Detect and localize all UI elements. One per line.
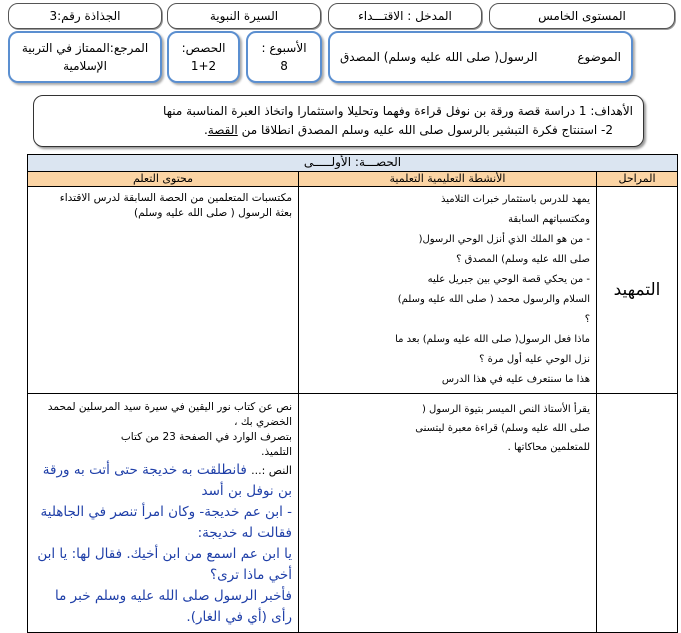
intro-activity-line: - من يحكي قصة الوحي بين جبريل عليه xyxy=(427,274,590,285)
table-row xyxy=(28,394,678,633)
intro-content-line2: بعثة الرسول ( صلى الله عليه وسلم) xyxy=(133,207,292,219)
intro-content-line1: مكتسبات المتعلمين من الحصة السابقة لدرس الاقتداء xyxy=(59,192,292,204)
intro-activity-line: ماذا فعل الرسول( صلى الله عليه وسلم) بعد ما xyxy=(395,334,590,345)
lesson-table xyxy=(27,154,678,633)
reading-activity-line: للمتعلمين محاكاتها . xyxy=(507,442,590,453)
intro-activity-line: صلى الله عليه وسلم) المصدق ؟ xyxy=(456,254,590,265)
col-content: محتوى التعلم xyxy=(28,172,299,187)
week-label: الأسبوع : xyxy=(261,41,307,55)
story-line1: فانطلقت به خديجة حتى أتت به ورقة بن نوفل بن أسد xyxy=(42,462,292,499)
goal-1 xyxy=(44,102,633,121)
reading-activity-line: يقرأ الأستاذ النص الميسر بتيوة الرسول ( xyxy=(421,404,590,415)
level-text: المستوى الخامس xyxy=(538,9,626,23)
col-activities: الأنشطة التعليمية التعلمية xyxy=(299,172,597,187)
story-line: يا ابن عم اسمع من ابن أخيك. فقال لها: يا ابن أخي ماذا ترى؟ xyxy=(37,546,292,583)
table-row xyxy=(28,187,678,394)
goal-2-link: القصة xyxy=(207,123,238,137)
reference-box xyxy=(8,31,162,83)
reading-activities xyxy=(299,394,597,633)
sheet-text: الجذاذة رقم:3 xyxy=(49,9,121,23)
intro-activity-line: نزل الوحي عليه أول مرة ؟ xyxy=(479,354,590,365)
intro-activity-line: - من هو الملك الذي أنزل الوحي الرسول( xyxy=(418,234,590,245)
reference-line2: الإسلامية xyxy=(63,59,107,73)
goal-2 xyxy=(44,121,633,140)
story-text xyxy=(34,460,292,628)
story-line: فأخبر الرسول صلى الله عليه وسلم خبر ما رأى (أي في الغار). xyxy=(55,588,292,625)
level-tab xyxy=(489,3,675,29)
intro-activity-line: السلام والرسول محمد ( صلى الله عليه وسلم) xyxy=(397,294,590,305)
subject-label: الموضوع xyxy=(577,50,621,64)
unit-tab xyxy=(167,3,321,29)
text-label: النص :... xyxy=(251,464,292,477)
session-header-row xyxy=(28,155,678,172)
subject-box xyxy=(328,31,633,83)
source-line2: بتصرف الوارد في الصفحة 23 من كتاب xyxy=(120,431,292,443)
intro-activity-line: هذا ما سنتعرف عليه في هذا الدرس xyxy=(441,374,590,385)
goal-1-text: 1 دراسة قصة ورقة بن نوفل قراءة وفهما وتحليلا واستثمارا واتخاذ العبرة المناسبة منها xyxy=(163,104,587,118)
entry-text: المدخل : الاقتـــداء xyxy=(358,9,452,23)
story-line xyxy=(34,460,292,502)
intro-activity-line: يمهد للدرس باستثمار خبرات التلاميذ xyxy=(440,194,590,205)
story-line: - ابن عم خديجة- وكان امرأ تنصر في الجاهلية فقالت له خديجة: xyxy=(40,504,292,541)
stage-presentation xyxy=(597,394,678,633)
intro-activity-line: ومكتسباتهم السابقة xyxy=(508,214,590,225)
week-box xyxy=(246,31,322,83)
col-stages: المراحل xyxy=(597,172,678,187)
reading-content xyxy=(28,394,299,633)
sessions-box xyxy=(167,31,240,83)
session-title: الحصـــة: الأولـــــى xyxy=(28,155,678,172)
intro-activities xyxy=(299,187,597,394)
stage-intro: التمهيد xyxy=(597,187,678,394)
reference-line1: المرجع:الممتاز في التربية xyxy=(21,41,149,55)
source-line3: التلميذ. xyxy=(261,446,292,458)
week-value: 8 xyxy=(280,59,288,73)
goal-2-suffix: . xyxy=(204,123,208,137)
subject-value: الرسول( صلى الله عليه وسلم) المصدق xyxy=(340,50,538,64)
goals-box xyxy=(33,95,644,147)
source-line1: نص عن كتاب نور اليقين في سيرة سيد المرسلين لمحمد الخضري بك ، xyxy=(47,401,292,428)
sheet-tab xyxy=(8,3,162,29)
unit-text: السيرة النبوية xyxy=(209,9,279,23)
goals-heading: الأهداف: xyxy=(590,104,633,118)
intro-content xyxy=(28,187,299,394)
reading-activity-line: صلى الله عليه وسلم) قراءة معبرة ليتسنى xyxy=(415,423,590,434)
sessions-value: 1+2 xyxy=(190,59,217,73)
goal-2-prefix: 2- استنتاج فكرة التبشير بالرسول صلى الله عليه وسلم المصدق انطلاقا من xyxy=(241,123,613,137)
sessions-label: الحصص: xyxy=(181,41,226,55)
columns-header-row xyxy=(28,172,678,187)
entry-tab xyxy=(328,3,482,29)
intro-activity-line: ؟ xyxy=(584,314,590,325)
